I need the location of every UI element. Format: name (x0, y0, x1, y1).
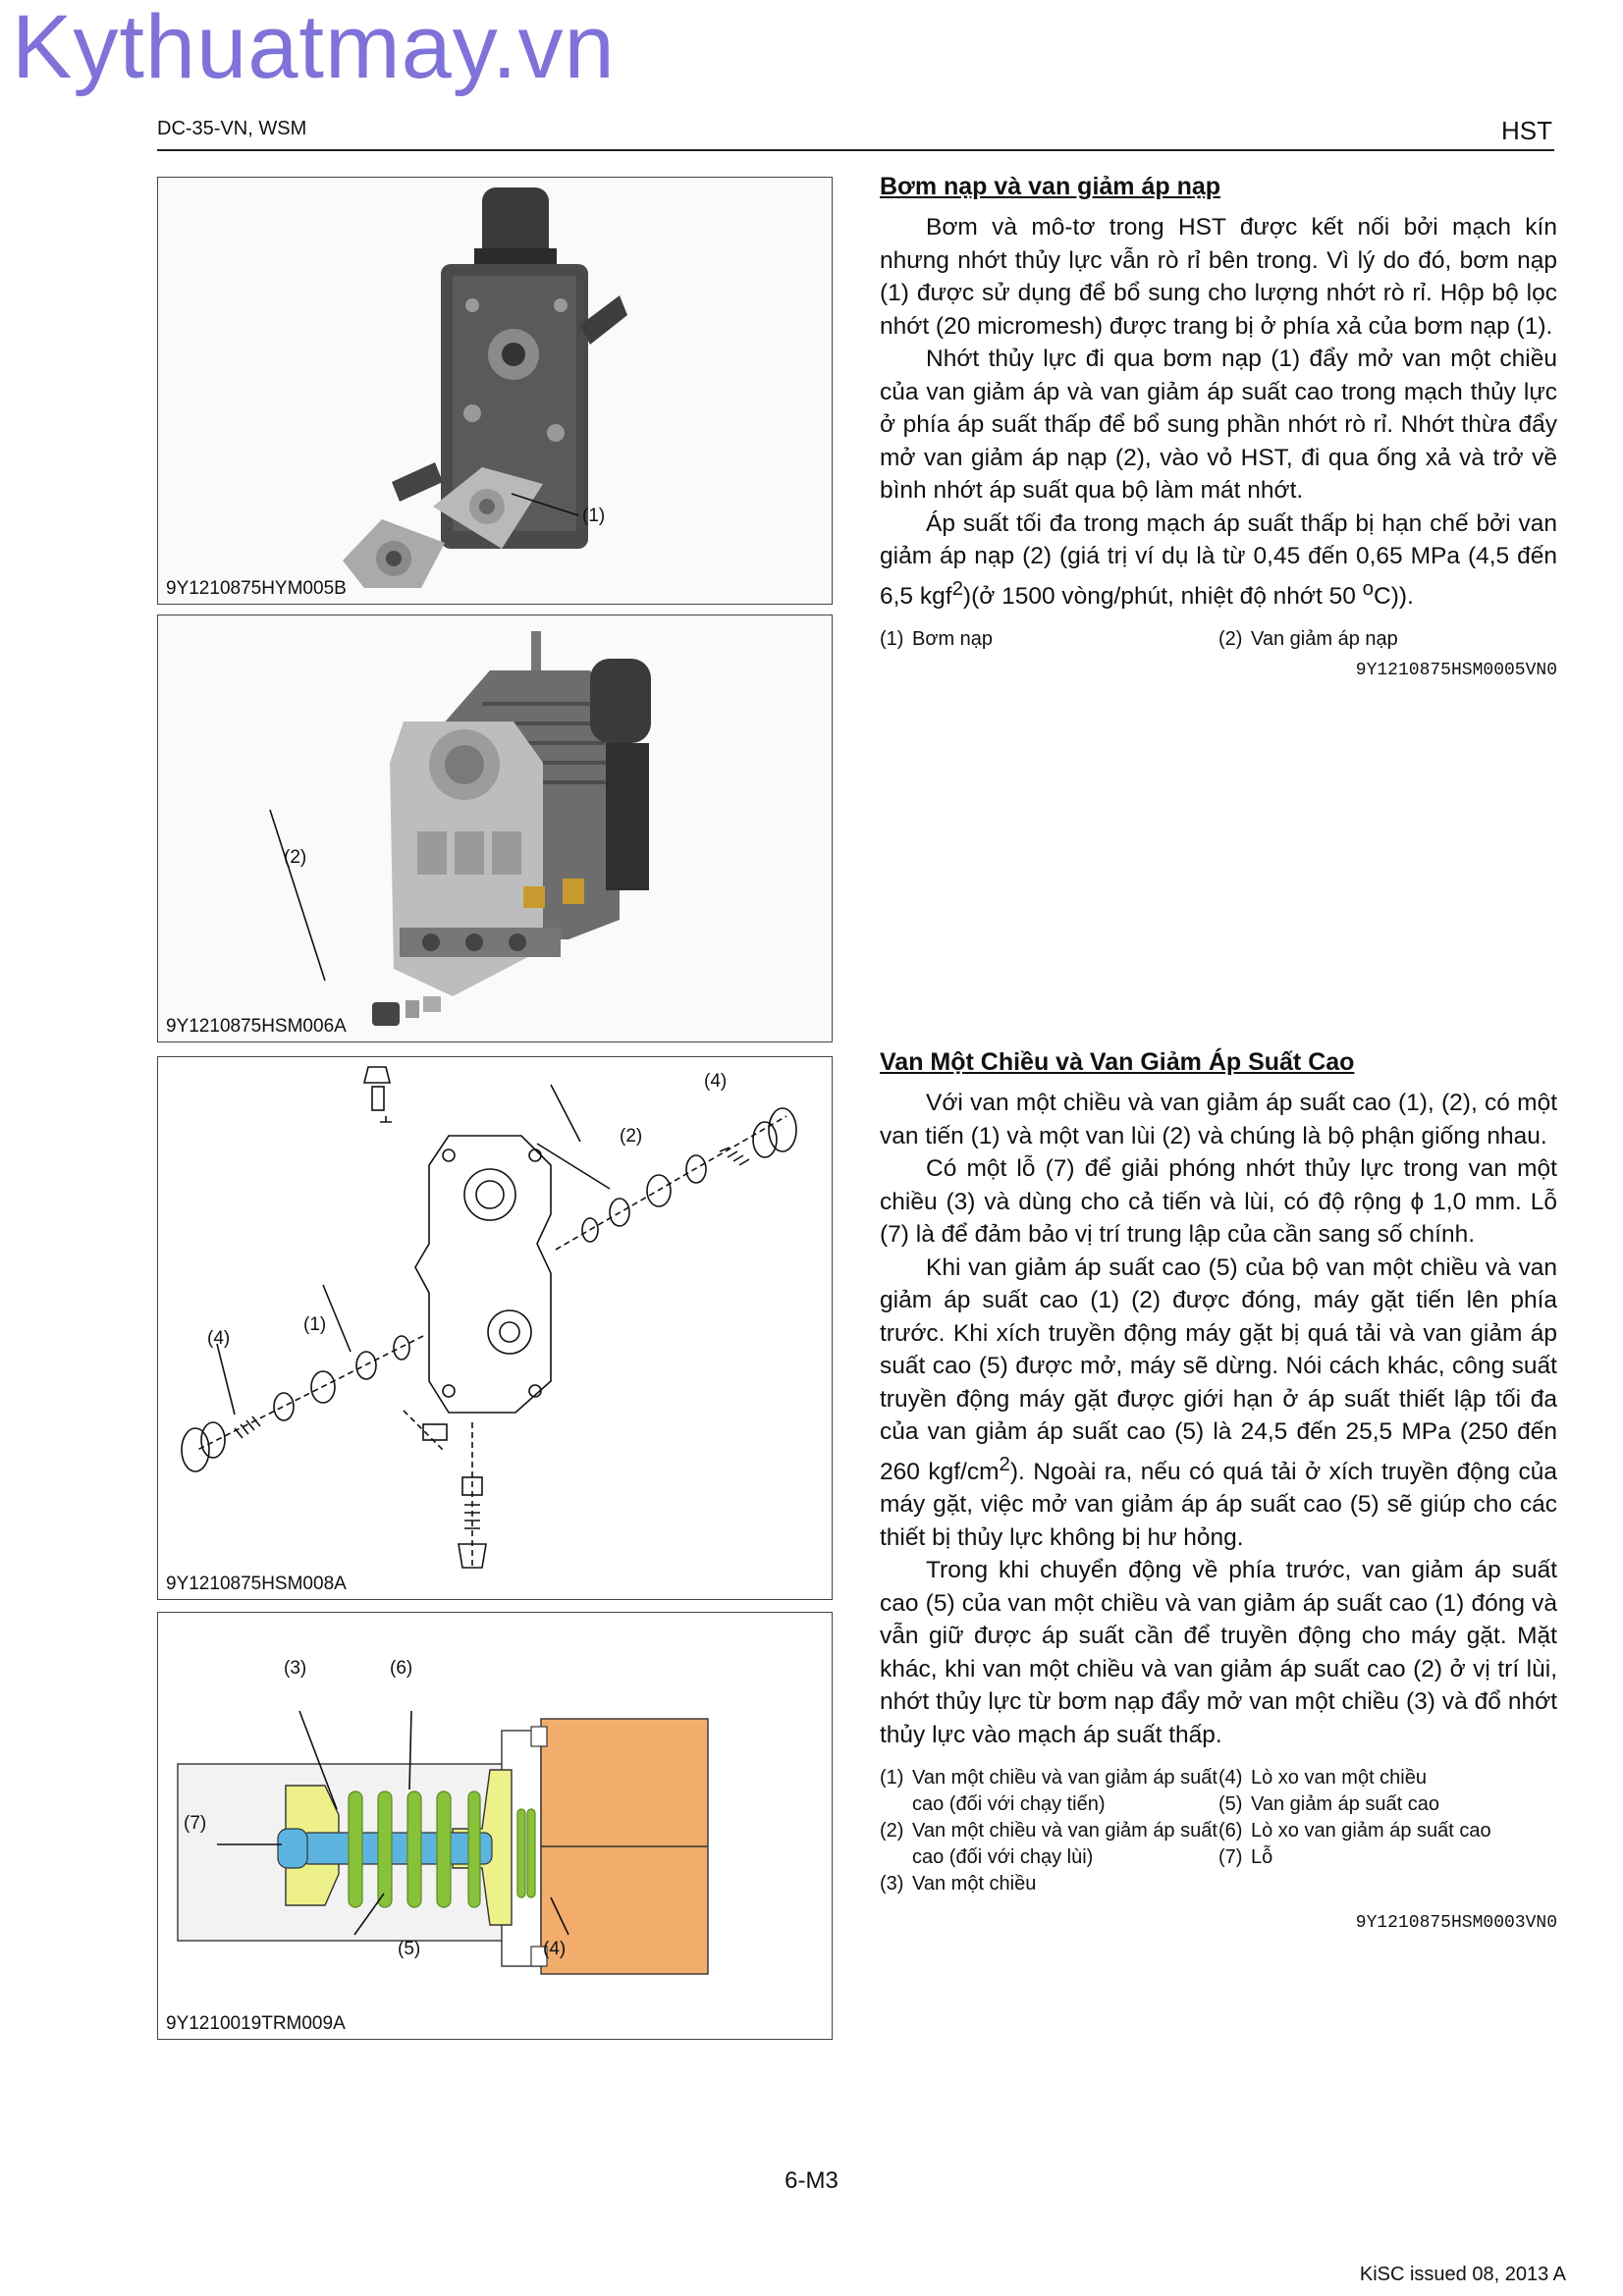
legend-item (1218, 1818, 1557, 1844)
legend-column-right (1218, 1765, 1557, 1897)
issue-info: KiSC issued 08, 2013 A (1359, 2264, 1566, 2285)
section-title: Bơm nạp và van giảm áp nạp (880, 173, 1221, 200)
paragraph: Có một lỗ (7) để giải phóng nhớt thủy lực trong van một chiều (3) và dùng cho cả tiến và lùi, có độ rộng ϕ 1,0 mm. Lỗ (7) là để đảm bảo vị trí trung lập của cần sang số chính. (880, 1155, 1557, 1248)
callout-2: (2) (284, 847, 307, 868)
doc-id: DC-35-VN, WSM (157, 118, 307, 139)
figure-charge-pump-photo (157, 177, 833, 605)
page-number: 6-M3 (784, 2167, 839, 2194)
callout-4: (4) (704, 1071, 728, 1092)
text-run: Khi van giảm áp suất cao (5) của bộ van một chiều và van giảm áp suất cao (1) (2) được đóng, máy gặt tiến lên phía trước. Khi xích truyền động máy gặt bị quá tải và van giảm áp suất cao (5) được mở, máy sẽ dừng. Nói cách khác, công suất truyền động máy gặt được giới hạn ở áp suất thiết lập tối đa của van giảm áp suất cao (5) là 24,5 đến 25,5 MPa (250 đến 260 kgf/cm (880, 1254, 1557, 1485)
legend-text: Bơm nạp (912, 628, 994, 651)
paragraph: Nhớt thủy lực đi qua bơm nạp (1) đẩy mở van một chiều của van giảm áp và van giảm áp suất cao trong mạch thủy lực ở phía áp suất thấp để bổ sung phần nhớt rò rỉ. Nhớt thừa đẩy mở van giảm áp nạp (2), vào vỏ HST, đi qua ống xả và trở về bình nhớt áp suất qua bộ làm mát nhớt. (880, 346, 1557, 504)
legend-item (1218, 626, 1557, 653)
legend-item (880, 1871, 1218, 1897)
legend-item (880, 1765, 1218, 1818)
legend-text: Lỗ (1251, 1846, 1273, 1869)
paragraph: Với van một chiều và van giảm áp suất cao (1), (2), có một van tiến (1) và một van lùi (2) và chúng là bộ phận giống nhau. (880, 1090, 1557, 1149)
legend-text: Van một chiều và van giảm áp suất cao (đối với chạy tiến) (912, 1767, 1217, 1816)
text-run: Áp suất tối đa trong mạch áp suất thấp bị hạn chế bởi van giảm áp nạp (2) (giá trị ví dụ là từ 0,45 đến 0,65 MPa (4,5 đến 6,5 kgf (880, 509, 1557, 610)
legend-number: (1) (880, 628, 904, 651)
valve-cross-section (158, 1613, 832, 2039)
figure-valve-cross-section (157, 1612, 833, 2040)
header-divider (157, 149, 1554, 151)
legend-text: Van giảm áp suất cao (1251, 1793, 1439, 1816)
legend-column-left (880, 1765, 1218, 1897)
callout-1: (1) (582, 506, 606, 526)
callout-2: (2) (620, 1126, 643, 1147)
exploded-diagram (158, 1057, 832, 1599)
section-label: HST (1501, 116, 1552, 145)
legend-number: (2) (880, 1820, 904, 1842)
legend-text: Van giảm áp nạp (1251, 628, 1398, 651)
section-charge-pump (880, 173, 1557, 680)
watermark: Kythuatmay.vn (12, 0, 616, 97)
superscript: 2 (951, 577, 963, 600)
legend-item (880, 626, 1218, 653)
figure-caption: 9Y1210875HSM006A (166, 1016, 347, 1037)
text-run: C)). (1374, 582, 1414, 610)
legend-text: Van một chiều và van giảm áp suất cao (đối với chạy lùi) (912, 1820, 1217, 1869)
hst-assembly-illustration (158, 615, 832, 1041)
legend-item (1218, 1844, 1557, 1871)
text-run: )(ở 1500 vòng/phút, nhiệt độ nhớt 50 (962, 582, 1363, 610)
legend-number: (3) (880, 1873, 904, 1896)
legend-number: (4) (1218, 1767, 1243, 1789)
figure-caption: 9Y1210019TRM009A (166, 2013, 346, 2034)
figure-caption: 9Y1210875HYM005B (166, 578, 347, 599)
section-check-relief-valve (880, 1048, 1557, 1933)
figure-charge-relief-valve-photo (157, 614, 833, 1042)
section-title: Van Một Chiều và Van Giảm Áp Suất Cao (880, 1048, 1355, 1076)
paragraph-relief-pressure (880, 1252, 1557, 1555)
paragraph-max-pressure (880, 507, 1557, 614)
reference-code: 9Y1210875HSM0005VN0 (1355, 661, 1557, 681)
legend-text: Lò xo van một chiều (1251, 1767, 1427, 1789)
legend-number: (5) (1218, 1793, 1243, 1816)
legend-item (1218, 1765, 1557, 1791)
legend-text: Van một chiều (912, 1873, 1037, 1896)
legend (880, 626, 1557, 653)
callout-6: (6) (390, 1658, 413, 1679)
figure-caption: 9Y1210875HSM008A (166, 1574, 347, 1594)
callout-7: (7) (184, 1813, 207, 1834)
superscript: o (1362, 577, 1374, 600)
legend (880, 1765, 1557, 1897)
callout-3: (3) (284, 1658, 307, 1679)
callout-5: (5) (398, 1939, 421, 1959)
callout-1: (1) (303, 1314, 327, 1335)
charge-pump-illustration (158, 178, 832, 604)
legend-item (880, 1818, 1218, 1871)
legend-text: Lò xo van giảm áp suất cao (1251, 1820, 1491, 1842)
legend-number: (7) (1218, 1846, 1243, 1869)
callout-4: (4) (543, 1939, 567, 1959)
paragraph: Trong khi chuyển động về phía trước, van giảm áp suất cao (5) của van một chiều và van giảm áp suất cao (1) đóng và vẫn giữ được áp suất cần để truyền động cho máy gặt. Mặt khác, khi van một chiều và van giảm áp suất cao (2) ở vị trí lùi, nhớt thủy lực từ bơm nạp đẩy mở van một chiều (3) và đổ nhớt thủy lực vào mạch áp suất thấp. (880, 1557, 1557, 1748)
figure-exploded-valve-diagram (157, 1056, 833, 1600)
legend-number: (1) (880, 1767, 904, 1789)
legend-number: (6) (1218, 1820, 1243, 1842)
callout-4: (4) (207, 1328, 231, 1349)
legend-number: (2) (1218, 628, 1243, 651)
superscript: 2 (999, 1453, 1010, 1475)
reference-code: 9Y1210875HSM0003VN0 (1355, 1913, 1557, 1934)
legend-item (1218, 1791, 1557, 1818)
paragraph: Bơm và mô-tơ trong HST được kết nối bởi mạch kín nhưng nhớt thủy lực vẫn rò rỉ bên trong. Vì lý do đó, bơm nạp (1) được sử dụng để bổ sung cho lượng nhớt rò rỉ. Hộp bộ lọc nhớt (20 micromesh) được trang bị ở phía xả của bơm nạp (1). (880, 214, 1557, 340)
text-run: ). Ngoài ra, nếu có quá tải ở xích truyền động của máy gặt, việc mở van giảm áp áp suất cao (5) sẽ giúp cho các thiết bị thủy lực không bị hư hỏng. (880, 1458, 1557, 1551)
